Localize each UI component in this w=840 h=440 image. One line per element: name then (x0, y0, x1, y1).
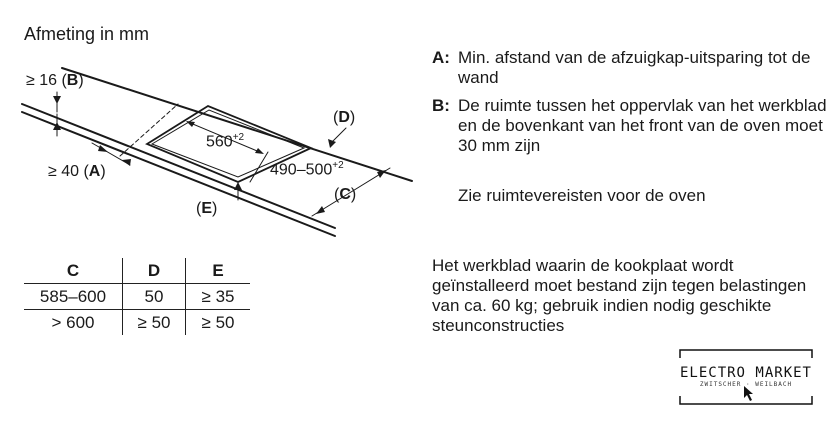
label-d: (D) (333, 109, 356, 126)
label-width: $560^{+2}$ (206, 132, 245, 151)
table-row: 585–600 50 ≥ 35 (24, 284, 250, 310)
dimension-table (24, 258, 250, 335)
label-c: (C) (334, 186, 357, 203)
label-depth: $490-500^{+2}$ (270, 160, 344, 179)
label-b: ≥ 16 (B) (26, 72, 84, 89)
table-row: > 600 ≥ 50 ≥ 50 (24, 310, 250, 336)
note-a: A: Min. afstand van de afzuigkap-uitsparing tot de wand (432, 48, 811, 87)
table-header: D (123, 258, 186, 284)
electro-market-logo: ELECTRO MARKET ZWITSCHER · WEILBACH (666, 348, 826, 406)
notes (432, 48, 832, 206)
load-paragraph: Het werkblad waarin de kookplaat wordt geïnstalleerd moet bestand zijn tegen belastingen van ca. 60 kg; gebruik indien nodig geschikte steunconstructies (432, 256, 807, 335)
countertop-back-edge (62, 68, 412, 181)
label-a: ≥ 40 (A) (48, 163, 106, 180)
depth-dimension-line (250, 152, 268, 182)
label-e: (E) (196, 200, 218, 217)
table-header: C (24, 258, 123, 284)
cursor-icon (744, 386, 753, 401)
note-oven: Zie ruimtevereisten voor de oven (458, 186, 706, 205)
page-title: Afmeting in mm (24, 24, 150, 44)
note-b: B: De ruimte tussen het oppervlak van het werkblad en de bovenkant van het front van de oven moet 30 mm zijn (432, 96, 827, 155)
table-header: E (186, 258, 251, 284)
